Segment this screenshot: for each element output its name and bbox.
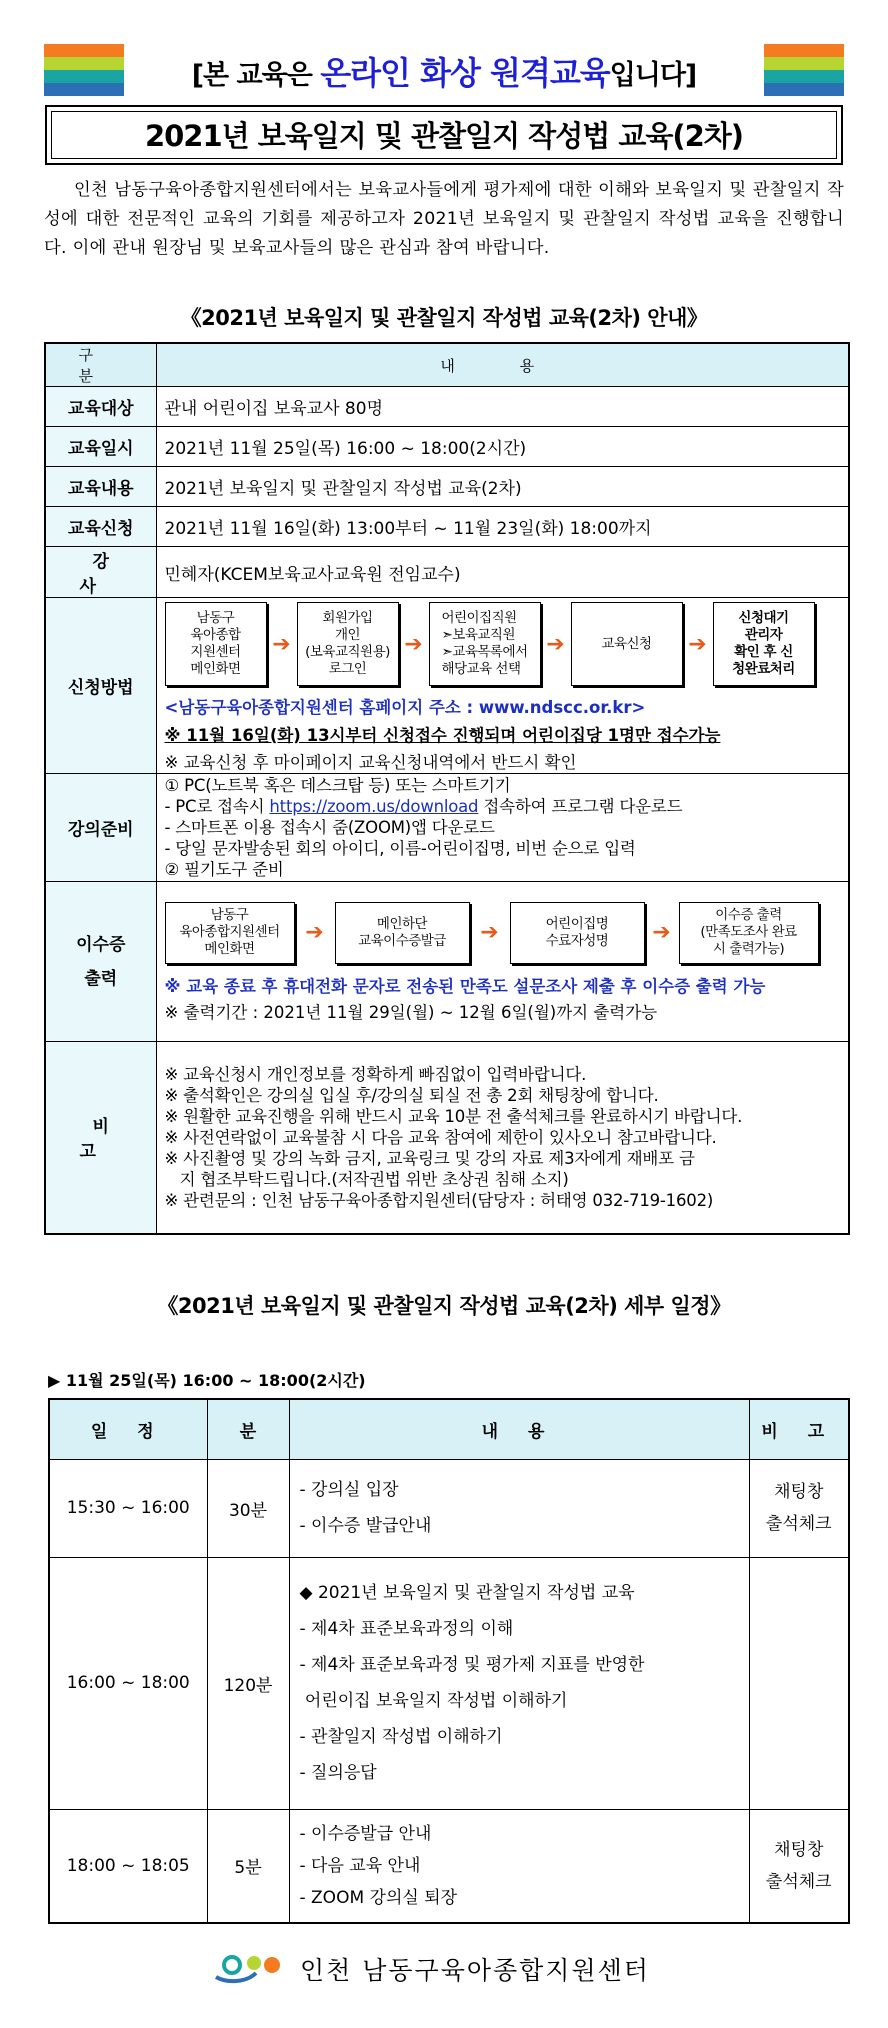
- homepage-link[interactable]: <남동구육아종합지원센터 홈페이지 주소 : www.ndscc.or.kr>: [164, 698, 646, 717]
- sched-note: 채팅창 출석체크: [749, 1809, 849, 1923]
- date-label: 교육일시: [45, 427, 156, 467]
- header-content: 내 용: [156, 343, 849, 387]
- sched-content: - 강의실 입장 - 이수증 발급안내: [289, 1459, 749, 1557]
- cert-value: [156, 882, 849, 1042]
- prep-line: - 스마트폰 이용 접속시 줌(ZOOM)앱 다운로드: [164, 818, 495, 837]
- sched-header-content: 내 용: [289, 1399, 749, 1459]
- remarks-label: 비 고: [45, 1042, 156, 1234]
- arrow-right-icon: ➔: [305, 920, 324, 945]
- method-step: 남동구 육아종합 지원센터 메인화면: [165, 602, 267, 686]
- method-note-2: ※ 교육신청 후 마이페이지 교육신청내역에서 반드시 확인: [164, 753, 577, 772]
- content-label: 교육내용: [45, 467, 156, 507]
- footer: [210, 1951, 650, 1987]
- stripe-decoration-left: [44, 44, 124, 96]
- zoom-download-link[interactable]: https://zoom.us/download: [269, 797, 479, 816]
- cert-note-2: ※ 출력기간 : 2021년 11월 29일(월) ~ 12월 6일(월)까지 출력가능: [164, 1002, 658, 1022]
- method-label: 신청방법: [45, 598, 156, 774]
- arrow-right-icon: ➔: [652, 920, 671, 945]
- footer-org-name: 인천 남동구육아종합지원센터: [300, 1956, 650, 1985]
- stripe-decoration-right: [764, 44, 844, 96]
- cert-label: 이수증 출력: [45, 882, 156, 1042]
- arrow-right-icon: ➔: [480, 920, 499, 945]
- sched-min: 30분: [207, 1459, 289, 1557]
- target-value: 관내 어린이집 보육교사 80명: [156, 387, 849, 427]
- sched-content: - 이수증발급 안내 - 다음 교육 안내 - ZOOM 강의실 퇴장: [289, 1809, 749, 1923]
- page-title-box: [45, 105, 843, 165]
- prep-line: ② 필기도구 준비: [164, 860, 284, 879]
- apply-label: 교육신청: [45, 507, 156, 547]
- remark-line: 지 협조부탁드립니다.(저작권법 위반 초상권 침해 소지): [164, 1169, 569, 1189]
- page-title: 2021년 보육일지 및 관찰일지 작성법 교육(2차): [51, 111, 837, 159]
- content-value: 2021년 보육일지 및 관찰일지 작성법 교육(2차): [156, 467, 849, 507]
- remark-line: ※ 원활한 교육진행을 위해 반드시 교육 10분 전 출석체크를 완료하시기 바랍니다.: [164, 1106, 743, 1126]
- prep-line: - PC로 접속시 https://zoom.us/download 접속하여 프로그램 다운로드: [164, 797, 683, 816]
- cert-step: 메인하단 교육이수증발급: [335, 902, 470, 964]
- cert-step: 남동구 육아종합지원센터 메인화면: [165, 902, 295, 964]
- center-logo-icon: [210, 1951, 290, 1987]
- arrow-right-icon: ➔: [272, 631, 291, 657]
- target-label: 교육대상: [45, 387, 156, 427]
- banner-highlight: 온라인 화상 원격교육: [320, 54, 610, 92]
- apply-value: 2021년 11월 16일(화) 13:00부터 ~ 11월 23일(화) 18:00까지: [156, 507, 849, 547]
- cert-step: 어린이집명 수료자성명: [510, 902, 645, 964]
- instructor-label: 강 사: [45, 547, 156, 598]
- method-step: 어린이집직원 ➣보육교직원 ➣교육목록에서 해당교육 선택: [429, 602, 541, 686]
- sched-time: 16:00 ~ 18:00: [49, 1557, 207, 1809]
- cert-step: 이수증 출력 (만족도조사 완료 시 출력가능): [679, 902, 819, 964]
- cert-flow: [165, 898, 841, 966]
- remark-line: ※ 교육신청시 개인정보를 정확하게 빠짐없이 입력바랍니다.: [164, 1064, 587, 1084]
- schedule-date: ▶ 11월 25일(목) 16:00 ~ 18:00(2시간): [48, 1371, 366, 1390]
- method-step: 교육신청: [571, 602, 683, 686]
- section-title-schedule: 《2021년 보육일지 및 관찰일지 작성법 교육(2차) 세부 일정》: [157, 1294, 731, 1318]
- method-value: [156, 598, 849, 774]
- sched-header-time: 일 정: [49, 1399, 207, 1459]
- method-flow: [165, 598, 841, 688]
- prep-value: [156, 774, 849, 882]
- sched-time: 18:00 ~ 18:05: [49, 1809, 207, 1923]
- sched-min: 5분: [207, 1809, 289, 1923]
- banner-text: [본 교육은 온라인 화상 원격교육입니다]: [191, 54, 697, 92]
- sched-note: 채팅창 출석체크: [749, 1459, 849, 1557]
- sched-content: ◆ 2021년 보육일지 및 관찰일지 작성법 교육 - 제4차 표준보육과정의 이해 - 제4차 표준보육과정 및 평가제 지표를 반영한 어린이집 보육일지 작성법 이해하기 - 관찰일지 작성법 이해하기 - 질의응답: [289, 1557, 749, 1809]
- remark-line: ※ 출석확인은 강의실 입실 후/강의실 퇴실 전 총 2회 채팅창에 합니다.: [164, 1085, 659, 1105]
- sched-header-note: 비 고: [749, 1399, 849, 1459]
- schedule-table: [48, 1398, 850, 1924]
- cert-note-1: ※ 교육 종료 후 휴대전화 문자로 전송된 만족도 설문조사 제출 후 이수증 출력 가능: [164, 976, 766, 996]
- remark-line: ※ 관련문의 : 인천 남동구육아종합지원센터(담당자 : 허태영 032-719-1602): [164, 1190, 714, 1210]
- sched-header-min: 분: [207, 1399, 289, 1459]
- sched-time: 15:30 ~ 16:00: [49, 1459, 207, 1557]
- remark-line: ※ 사진촬영 및 강의 녹화 금지, 교육링크 및 강의 자료 제3자에게 재배포 금: [164, 1148, 695, 1168]
- banner: [44, 44, 844, 96]
- arrow-right-icon: ➔: [546, 631, 565, 657]
- info-table: [44, 342, 850, 1235]
- prep-line: - 당일 문자발송된 회의 아이디, 이름-어린이집명, 비번 순으로 입력: [164, 839, 636, 858]
- remark-line: ※ 사전연락없이 교육불참 시 다음 교육 참여에 제한이 있사오니 참고바랍니다.: [164, 1127, 717, 1147]
- method-step: 신청대기 관리자 확인 후 신 청완료처리: [713, 602, 815, 686]
- intro-paragraph: 인천 남동구육아종합지원센터에서는 보육교사들에게 평가제에 대한 이해와 보육일지 및 관찰일지 작성에 대한 전문적인 교육의 기회를 제공하고자 2021년 보육일지 및 관찰일지 작성법 교육을 진행합니다. 이에 관내 원장님 및 보육교사들의 많은 관심과 참여 바랍니다.: [44, 180, 844, 258]
- prep-label: 강의준비: [45, 774, 156, 882]
- date-value: 2021년 11월 25일(목) 16:00 ~ 18:00(2시간): [156, 427, 849, 467]
- section-title-info: 《2021년 보육일지 및 관찰일지 작성법 교육(2차) 안내》: [180, 306, 708, 330]
- arrow-right-icon: ➔: [688, 631, 707, 657]
- method-note-1: ※ 11월 16일(화) 13시부터 신청접수 진행되며 어린이집당 1명만 접수가능: [164, 726, 721, 745]
- method-step: 회원가입 개인 (보육교직원용) 로그인: [297, 602, 399, 686]
- arrow-right-icon: ➔: [404, 631, 423, 657]
- instructor-value: 민혜자(KCEM보육교사교육원 전임교수): [156, 547, 849, 598]
- header-category: 구 분: [45, 343, 156, 387]
- prep-line: ① PC(노트북 혹은 데스크탑 등) 또는 스마트기기: [164, 776, 511, 795]
- remarks-value: [156, 1042, 849, 1234]
- sched-min: 120분: [207, 1557, 289, 1809]
- sched-note: [749, 1557, 849, 1809]
